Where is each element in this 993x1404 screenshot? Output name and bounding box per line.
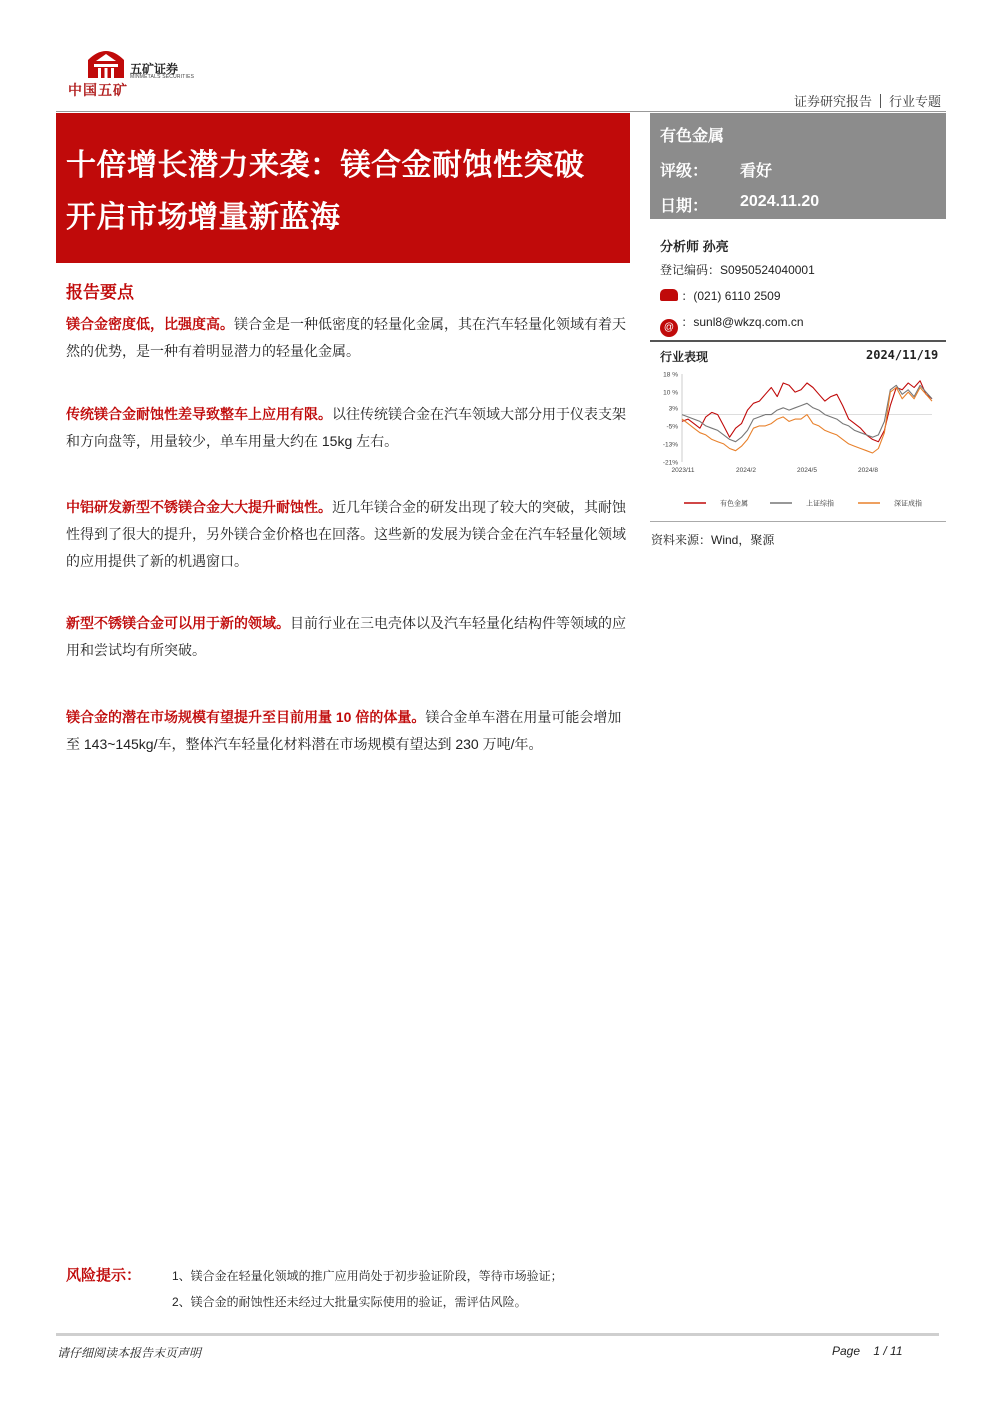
y-tick-label: 18 % [663,371,678,379]
key-point-body: 以往传统镁合金在汽车领域大部分用于仪表支架和方向盘等，用量较少，单车用量大约在 15kg 左右。 [66,406,626,449]
email-icon: @ [660,319,678,337]
source-rule [650,521,946,522]
header-rule [56,111,946,112]
key-point-body: 镁合金单车潜在用量可能会增加至 143~145kg/车，整体汽车轻量化材料潜在市场规模有望达到 230 万吨/年。 [66,709,622,752]
date-row [660,193,940,216]
date-value: 2024.11.20 [740,193,820,210]
x-tick-label: 2023/11 [671,467,695,474]
analyst-phone [660,287,781,304]
page-number: Page 1 / 11 [832,1344,903,1358]
key-point-headline: 镁合金密度低，比强度高。 [66,316,234,332]
key-point-headline: 中铝研发新型不锈镁合金大大提升耐蚀性。 [66,499,332,515]
footer-disclaimer: 请仔细阅读本报告末页声明 [57,1346,202,1360]
key-point-3 [66,494,626,575]
key-point-headline: 新型不锈镁合金可以用于新的领域。 [66,615,290,631]
logo-sub-text: 五矿证券 [130,62,179,76]
industry-label: 有色金属 [660,128,725,145]
y-tick-label: -5% [666,423,678,431]
chart-top-rule [650,340,946,342]
report-type [794,91,941,110]
key-point-headline: 传统镁合金耐蚀性差导致整车上应用有限。 [66,406,332,422]
y-tick-label: 3% [668,405,678,413]
section-title: 报告要点 [66,283,134,302]
y-tick-label: -13% [662,441,678,449]
title-line-1: 十倍增长潜力来袭：镁合金耐蚀性突破 [66,149,585,182]
key-point-5 [66,704,626,758]
divider [880,94,881,108]
analyst-email [660,313,804,337]
risk-item-2: 2、镁合金的耐蚀性还未经过大批量实际使用的验证，需评估风险。 [172,1295,527,1309]
industry-performance-chart [650,364,946,514]
footer-rule [56,1333,939,1336]
key-point-headline: 镁合金的潜在市场规模有望提升至目前用量 10 倍的体量。 [66,709,426,725]
y-tick-label: -21% [662,459,678,467]
key-point-body: 目前行业在三电壳体以及汽车轻量化结构件等领域的应用和尝试均有所突破。 [66,615,626,658]
report-category: 证券研究报告 [793,94,872,109]
key-point-body: 镁合金是一种低密度的轻量化金属，其在汽车轻量化领域有着天然的优势，是一种有着明显潜力的轻量化金属。 [66,316,626,359]
registration-code: 登记编码：S0950524040001 [660,263,815,277]
phone-number: ：(021) 6110 2509 [681,289,781,303]
rating-row [660,158,940,181]
chart-date: 2024/11/19 [866,348,939,362]
key-point-4 [66,610,626,664]
key-point-2 [66,401,626,455]
legend-label: 有色金属 [720,500,748,508]
x-tick-label: 2024/5 [797,467,817,474]
email-address: ：sunl8@wkzq.com.cn [681,315,804,329]
risk-item-1: 1、镁合金在轻量化领域的推广应用尚处于初步验证阶段，等待市场验证； [172,1269,563,1283]
rating-value: 看好 [740,163,773,180]
key-point-1 [66,311,626,365]
company-logo [66,44,216,100]
series-line-1 [682,381,932,442]
x-tick-label: 2024/8 [858,467,878,474]
page-title [66,140,626,244]
key-point-body: 近几年镁合金的研发出现了较大的突破，其耐蚀性得到了很大的提升，另外镁合金价格也在回落。这些新的发展为镁合金在汽车轻量化领域的应用提供了新的机遇窗口。 [66,499,626,569]
date-label: 日期： [660,198,709,215]
report-subcategory: 行业专题 [888,94,941,109]
chart-title: 行业表现 [660,350,709,364]
risk-label: 风险提示： [66,1267,142,1284]
logo-emblem-icon [84,44,128,78]
y-tick-label: 10 % [663,389,678,397]
legend-label: 深证成指 [894,500,922,508]
phone-icon [660,289,678,301]
rating-label: 评级： [660,163,709,180]
series-line-3 [682,388,932,454]
logo-main-text: 中国五矿 [68,82,128,98]
chart-source: 资料来源：Wind，聚源 [651,533,775,547]
logo-en-text: MINMETALS SECURITIES [130,74,195,80]
x-tick-label: 2024/2 [736,467,756,474]
title-line-2: 开启市场增量新蓝海 [66,201,341,234]
legend-label: 上证综指 [806,500,834,508]
analyst-name: 分析师 孙亮 [660,239,729,254]
